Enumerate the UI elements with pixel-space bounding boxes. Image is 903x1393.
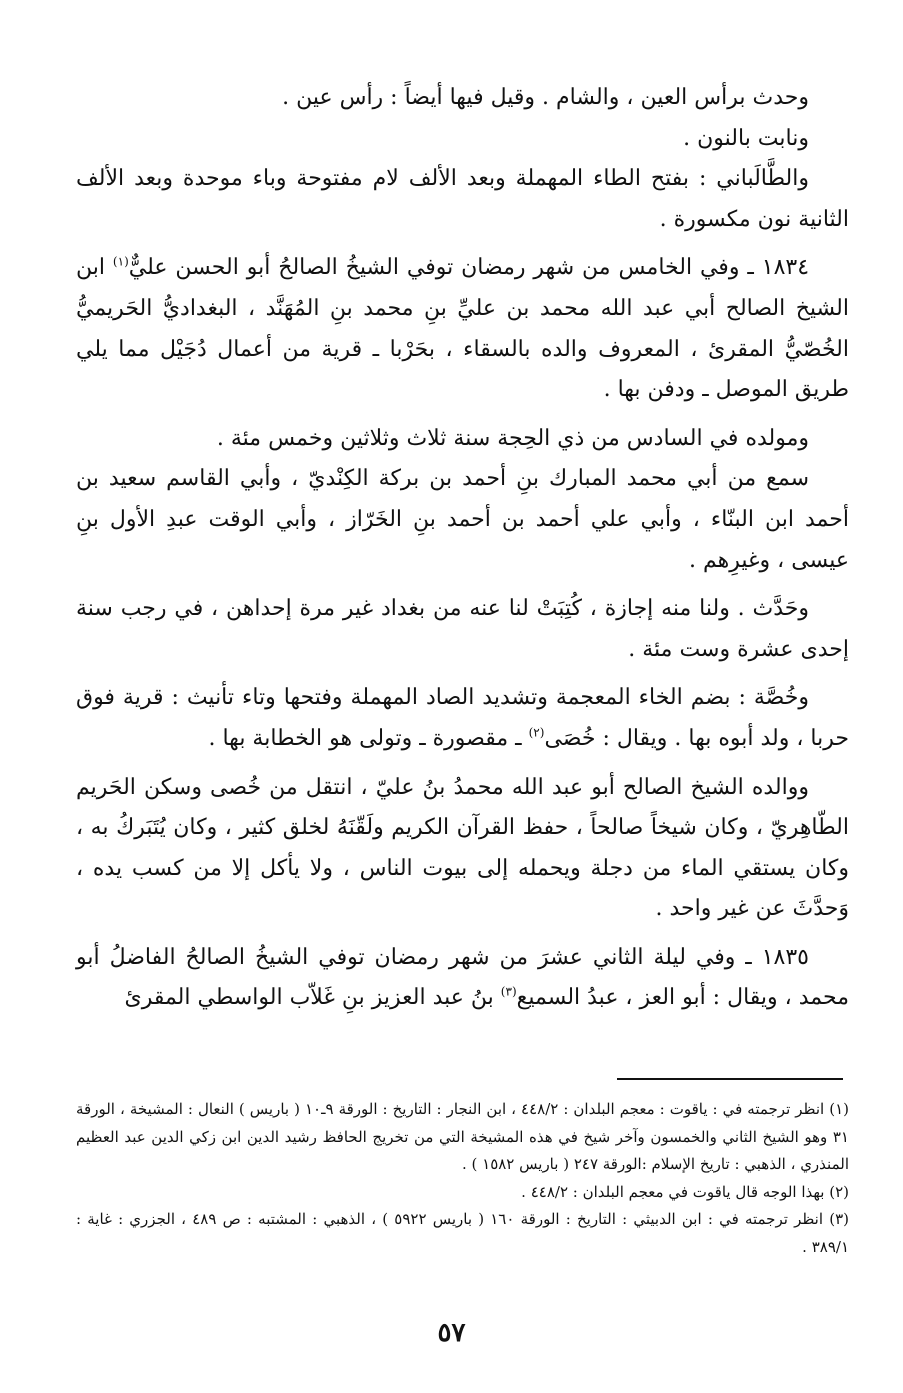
entry-1835 — [76, 938, 849, 1019]
entry-1834-text: ابن الشيخ الصالح أبي عبد الله محمد بن عليِّ بنِ محمد بنِ المُهَنَّد ، البغداديُّ الحَريميُّ الخُصّيُّ المقرئ ، المعروف والده بالسقاء ، بحَرْبا ـ قرية من أعمال دُجَيْل مما يلي طريق الموصل ـ ودفن بها . — [76, 255, 849, 403]
footnote-1: (١) انظر ترجمته في : ياقوت : معجم البلدان : ٤٤٨/٢ ، ابن النجار : التاريخ : الورقة ٩ـ١٠ ( باريس ) النعال : المشيخة ، الورقة ٣١ وهو الشيخ الثاني والخمسون وآخر شيخ في هذه المشيخة التي من تخريج الحافظ رشيد الدين ابن زكي الدين عبد العظيم المنذري ، الذهبي : تاريخ الإسلام :الورقة ٢٤٧ ( باريس ١٥٨٢ ) . — [76, 1100, 849, 1173]
footnote-ref-2: (٢) — [528, 725, 545, 740]
footnote-ref-3: (٣) — [500, 985, 517, 1000]
paragraph: وحدث برأس العين ، والشام . وقيل فيها أيضاً : رأس عين . — [282, 85, 809, 110]
paragraph: ونابت بالنون . — [683, 125, 809, 151]
footnote-3: (٣) انظر ترجمته في : ابن الدبيثي : التاريخ : الورقة ١٦٠ ( باريس ٥٩٢٢ ) ، الذهبي : المشتبه : ص ٤٨٩ ، الجزري : غاية : ٣٨٩/١ . — [76, 1210, 849, 1256]
entry-1834-heading: ١٨٣٤ ـ وفي الخامس من شهر رمضان توفي الشيخُ الصالحُ أبو الحسن عليٌّ — [128, 255, 810, 281]
footnote-separator — [617, 1078, 843, 1080]
paragraph: ومولده في السادس من ذي الحِجة سنة ثلاث وثلاثين وخمس مئة . — [216, 425, 809, 451]
paragraph: سمع من أبي محمد المبارك بنِ أحمد بن بركة الكِنْديّ ، وأبي القاسم سعيد بن أحمد ابن البنّاء ، وأبي علي أحمد بن أحمد بنِ الخَرّاز ، وأبي الوقت عبدِ الأول بنِ عيسى ، وغيرِهم . — [76, 466, 849, 573]
main-text — [76, 78, 849, 1019]
entry-1834 — [76, 248, 849, 410]
khussa-text: وخُصَّة : بضم الخاء المعجمة وتشديد الصاد المهملة وفتحها وتاء تأنيث : قرية فوق حربا ، ولد أبوه بها . ويقال : خُصَى — [76, 685, 849, 751]
khussa-text-cont: ـ مقصورة ـ وتولى هو الخطابة بها . — [208, 725, 522, 751]
footnote-2: (٢) بهذا الوجه قال ياقوت في معجم البلدان : ٤٤٨/٢ . — [521, 1182, 849, 1201]
paragraph: ووالده الشيخ الصالح أبو عبد الله محمدُ بنُ عليّ ، انتقل من خُصى وسكن الحَريم الطّاهِريّ ، وكان شيخاً صالحاً ، حفظ القرآن الكريم ولَقّنَهُ لخلق كثير ، وكان يُتَبَركُ به ، وكان يستقي الماء من دجلة ويحمله إلى بيوت الناس ، ولا يأكل إلا من كسب يده ، وَحدَّثَ عن غير واحد . — [76, 774, 849, 922]
entry-1835-heading: ١٨٣٥ ـ وفي ليلة الثاني عشرَ من شهر رمضان توفي الشيخُ الصالحُ الفاضلُ أبو محمد ، ويقال : أبو العز ، عبدُ السميع — [76, 944, 849, 1011]
page-number: ٥٧ — [437, 1318, 466, 1348]
entry-1835-text: بنُ عبد العزيز بنِ غَلاّب الواسطي المقرئ — [124, 985, 494, 1011]
paragraph: وحَدَّث . ولنا منه إجازة ، كُتِبَتْ لنا عنه من بغداد غير مرة إحداهن ، في رجب سنة إحدى عشرة وست مئة . — [76, 596, 849, 662]
paragraph — [76, 678, 849, 759]
footnote-ref-1: (١) — [112, 255, 129, 270]
footnotes — [76, 1096, 849, 1261]
paragraph: والطَّالَباني : بفتح الطاء المهملة وبعد الألف لام مفتوحة وباء موحدة وبعد الألف الثانية نون مكسورة . — [76, 166, 849, 232]
